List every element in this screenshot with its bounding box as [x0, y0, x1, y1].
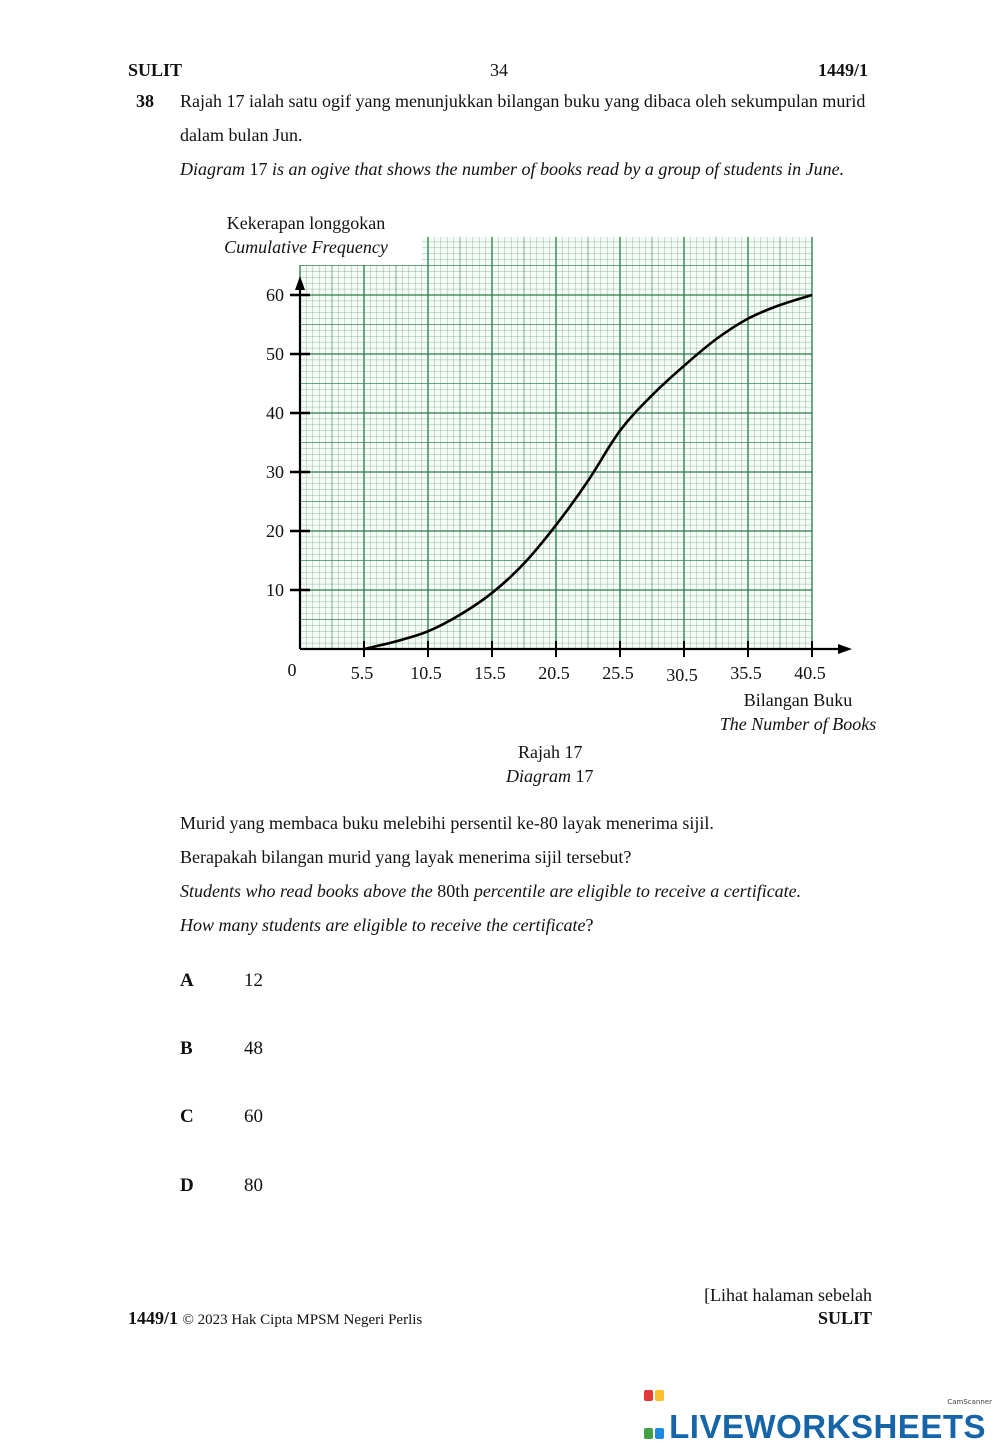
y-tick-label: 40	[266, 403, 284, 423]
caption-english	[506, 766, 594, 787]
x-tick-label: 25.5	[602, 663, 634, 683]
option-d-letter[interactable]: D	[180, 1175, 194, 1197]
question-english-rest: is an ogive that shows the number of books read by a group of students in June.	[272, 159, 844, 179]
footer-code: 1449/1	[128, 1308, 178, 1328]
liveworksheets-logo	[643, 1372, 986, 1446]
body-english-1a: Students who read books above the	[180, 881, 433, 901]
option-d-value[interactable]: 80	[244, 1175, 263, 1197]
footer-sulit: SULIT	[818, 1308, 872, 1329]
chart-grid	[298, 235, 812, 649]
body-english-1b: 80th	[437, 881, 469, 901]
footer-see-next: [Lihat halaman sebelah	[704, 1285, 872, 1306]
question-number: 38	[136, 91, 154, 112]
y-tick-label: 30	[266, 462, 284, 482]
liveworksheets-badge-icon	[643, 1372, 665, 1398]
question-english-diagram: Diagram	[180, 159, 245, 179]
body-malay-1: Murid yang membaca buku melebihi persentil ke-80 layak menerima sijil.	[180, 806, 714, 840]
caption-english-word: Diagram	[506, 766, 571, 786]
y-tick-label: 50	[266, 344, 284, 364]
option-c-letter[interactable]: C	[180, 1106, 194, 1128]
option-a-value[interactable]: 12	[244, 970, 263, 992]
option-b-value[interactable]: 48	[244, 1038, 263, 1060]
option-c-value[interactable]: 60	[244, 1106, 263, 1128]
body-english-1c: percentile are eligible to receive a certificate.	[474, 881, 801, 901]
header-sulit: SULIT	[128, 60, 182, 81]
x-tick-label: 20.5	[538, 663, 570, 683]
question-malay-line2: dalam bulan Jun.	[180, 118, 302, 152]
option-a-letter[interactable]: A	[180, 970, 194, 992]
y-tick-label: 20	[266, 521, 284, 541]
body-english-2b: ?	[586, 915, 594, 935]
y-axis-title-malay: Kekerapan longgokan	[227, 213, 385, 233]
x-axis-title-english: The Number of Books	[720, 714, 877, 734]
question-english-number: 17	[250, 159, 268, 179]
x-tick-label: 10.5	[410, 663, 442, 683]
liveworksheets-name: LIVEWORKSHEETS	[669, 1408, 986, 1445]
body-english-1	[180, 874, 801, 908]
origin-label: 0	[288, 660, 297, 680]
caption-malay: Rajah 17	[518, 742, 583, 763]
body-english-2a: How many students are eligible to receive the certificate	[180, 915, 586, 935]
page-number: 34	[490, 60, 508, 81]
body-english-2	[180, 908, 594, 942]
y-axis-title-english: Cumulative Frequency	[224, 237, 388, 257]
footer-copyright-line	[128, 1308, 422, 1329]
option-b-letter[interactable]: B	[180, 1038, 193, 1060]
x-tick-label: 35.5	[730, 663, 762, 683]
x-axis-title-malay: Bilangan Buku	[744, 690, 853, 710]
x-tick-label: 30.5	[666, 665, 698, 685]
x-tick-label: 5.5	[351, 663, 374, 683]
x-tick-label: 15.5	[474, 663, 506, 683]
footer-copyright: © 2023 Hak Cipta MPSM Negeri Perlis	[183, 1312, 423, 1328]
question-malay-line1: Rajah 17 ialah satu ogif yang menunjukkan bilangan buku yang dibaca oleh sekumpulan murid	[180, 84, 865, 118]
paper-code: 1449/1	[818, 60, 868, 81]
camscanner-mark: CamScanner	[947, 1398, 992, 1406]
y-tick-label: 60	[266, 285, 284, 305]
y-tick-label: 10	[266, 580, 284, 600]
x-tick-label: 40.5	[794, 663, 826, 683]
x-axis-arrow-icon	[838, 644, 852, 654]
body-malay-2: Berapakah bilangan murid yang layak menerima sijil tersebut?	[180, 840, 631, 874]
caption-english-number: 17	[576, 766, 594, 786]
